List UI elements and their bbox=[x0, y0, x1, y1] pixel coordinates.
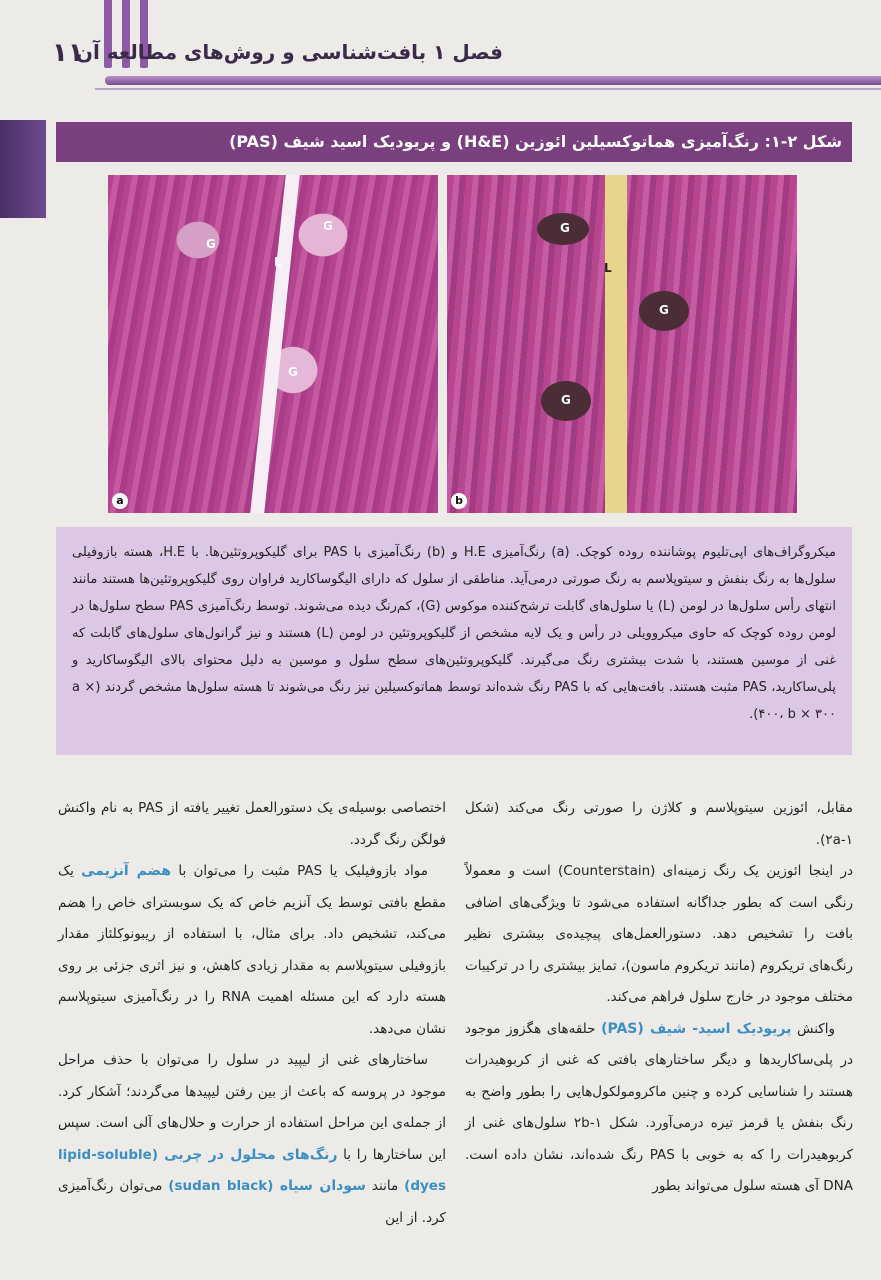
figure-title: شکل ۲-۱: رنگ‌آمیزی هماتوکسیلین ائوزین (H&E) و پریودیک اسید شیف (PAS) bbox=[56, 122, 852, 162]
paragraph bbox=[465, 1014, 853, 1203]
micrograph-b-pas-stain bbox=[447, 175, 797, 513]
lumen-b bbox=[605, 175, 627, 513]
text: حلقه‌های هگزوز موجود در پلی‌ساکاریدها و دیگر ساختارهای بافتی که غنی از کربوهیدرات هستند را شناسایی کرده و چنین ماکرومولکول‌هایی را بطور واضح به رنگ بنفش یا قرمز تیره درمی‌آورد. شکل ۲b-۱ سلول‌های غنی از کربوهیدرات را که به خوبی با PAS رنگ شده‌اند، نشان داده است. DNA آی هسته سلول می‌تواند بطور bbox=[465, 1020, 853, 1194]
keyword-enzymatic-digestion: هضم آنزیمی bbox=[81, 863, 172, 879]
keyword-sudan-black: سودان سیاه bbox=[279, 1178, 366, 1194]
text-column-left bbox=[58, 793, 446, 1234]
keyword-lipid-soluble-dyes-en: (lipid-soluble dyes) bbox=[58, 1146, 446, 1194]
label-goblet: G bbox=[659, 303, 669, 317]
label-goblet: G bbox=[560, 221, 570, 235]
label-goblet: G bbox=[206, 237, 216, 251]
paragraph: اختصاصی بوسیله‌ی یک دستورالعمل تغییر یافته از PAS به نام واکنش فولگن رنگ گردد. bbox=[58, 800, 446, 848]
text: یک مقطع بافتی توسط یک آنزیم خاص که یک سوبسترای خاص را هضم می‌کند، تشخیص داد. برای مثال، با استفاده از ریبونوکلئاز مقدار بازوفیلی سیتوپلاسم به مقدار زیادی کاهش، و نیز اثری جزئی بر روی هسته دارد که این مسئله اهمیت RNA را در رنگ‌آمیزی سیتوپلاسم نشان می‌دهد. bbox=[58, 863, 446, 1037]
text: واکنش bbox=[791, 1020, 835, 1037]
paragraph bbox=[58, 1045, 446, 1234]
paragraph: مقابل، ائوزین سیتوپلاسم و کلاژن را صورتی رنگ می‌کند (شکل ۲a-۱). bbox=[465, 800, 853, 848]
panel-letter-a: a bbox=[112, 493, 128, 509]
keyword-lipid-soluble-dyes: رنگ‌های محلول در چربی bbox=[164, 1146, 338, 1163]
text-column-right bbox=[465, 793, 853, 1203]
side-thumb-tab bbox=[0, 120, 46, 218]
paragraph: در اینجا ائوزین یک رنگ زمینه‌ای (Counterstain) است و معمولاً رنگی است که بطور جداگانه استفاده می‌شود تا ویژگی‌های اضافی بافت را تشخیص دهد. دستورالعمل‌های پیچیده‌ی بیشتری نظیر رنگ‌های تریکروم (مانند تریکروم ماسون)، تمایز بیشتری را در ترکیبات مختلف موجود در خارج سلول فراهم می‌کند. bbox=[465, 863, 853, 1005]
paragraph bbox=[58, 856, 446, 1045]
label-lumen: L bbox=[274, 255, 282, 269]
panel-letter-b: b bbox=[451, 493, 467, 509]
label-lumen: L bbox=[604, 261, 612, 275]
text: مواد بازوفیلیک یا PAS مثبت را می‌توان با bbox=[171, 863, 428, 879]
chapter-title: فصل ۱ بافت‌شناسی و روش‌های مطالعه آن bbox=[75, 40, 503, 64]
figure-caption: میکروگراف‌های اپی‌تلیوم پوشاننده روده کوچک. (a) رنگ‌آمیزی H.E و (b) رنگ‌آمیزی با PAS برای گلیکوپروتئین‌ها. با H.E، هسته بازوفیلی سلول‌ها به رنگ بنفش و سیتوپلاسم به رنگ صورتی درمی‌آید. مناطقی از سلول که دارای الیگوساکارید فراوان روی گلیکوپروتئین‌ها هستند مانند انتهای رأس سلول‌ها در لومن (L) یا سلول‌های گابلت ترشح‌کننده موکوس (G)، کم‌رنگ دیده می‌شوند. توسط رنگ‌آمیزی PAS سطح سلول‌ها در لومن روده کوچک که حاوی میکروویلی در رأس و یک لایه مشخص از گلیکوپروتئین در لومن (L) هستند و نیز گرانول‌های سلول‌های گابلت که غنی از موسین هستند، با شدت بیشتری رنگ می‌گیرند. گلیکوپروتئین‌های سطح سلول و موسین به دلیل محتوای بالای الیگوساکارید و پلی‌ساکارید، PAS مثبت هستند. بافت‌هایی که با PAS رنگ شده‌اند توسط هماتوکسیلین نیز رنگ می‌شوند تا هسته سلول‌ها مشخص گردند (a × ۴۰۰، b × ۳۰۰). bbox=[56, 527, 852, 755]
label-goblet: G bbox=[323, 219, 333, 233]
label-goblet: G bbox=[561, 393, 571, 407]
micrograph-a-he-stain bbox=[108, 175, 438, 513]
keyword-sudan-black-en: (sudan black) bbox=[168, 1178, 280, 1194]
text: می‌توان رنگ‌آمیزی کرد. از این bbox=[58, 1178, 446, 1226]
header-rule-thin bbox=[95, 88, 881, 90]
header-rule bbox=[105, 76, 881, 85]
text: ساختارهای غنی از لیپید در سلول را می‌توان با حذف مراحل موجود در پروسه که باعث از بین رفتن لیپیدها می‌گردند؛ آشکار کرد. از جمله‌ی این مراحل استفاده از حرارت و حلال‌های آلی است. سپس این ساختارها را با bbox=[58, 1052, 446, 1163]
label-goblet: G bbox=[288, 365, 298, 379]
keyword-pas: پریودیک اسید- شیف (PAS) bbox=[601, 1020, 792, 1037]
page-number: ۱۱ bbox=[52, 38, 84, 68]
lumen-a bbox=[250, 175, 300, 513]
text: مانند bbox=[365, 1178, 405, 1194]
